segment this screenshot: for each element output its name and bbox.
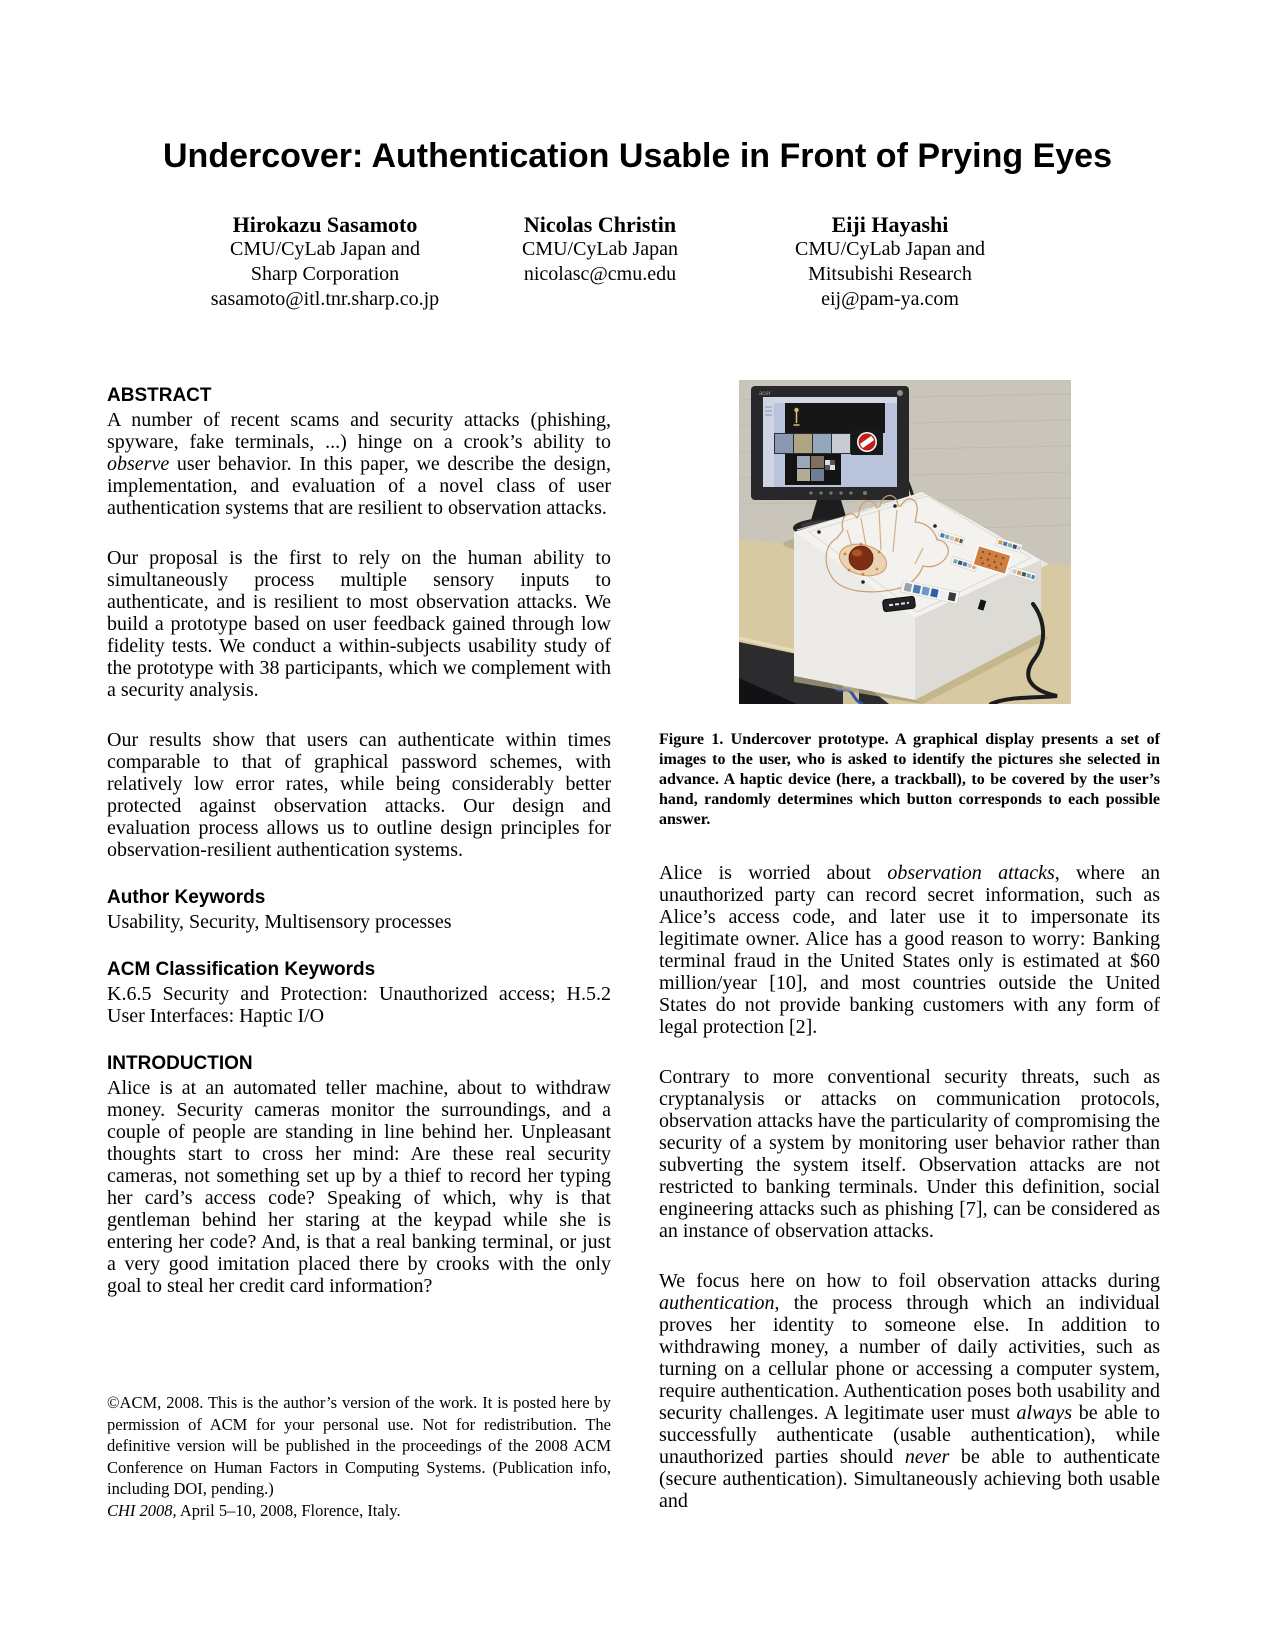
no-entry-icon [851, 429, 883, 455]
author-block-row [0, 212, 1275, 322]
acm-classification-text: K.6.5 Security and Protection: Unauthorized access; H.5.2 User Interfaces: Haptic I/O [107, 983, 611, 1027]
intro-paragraph-3: Contrary to more conventional security threats, such as cryptanalysis or attacks on communication protocols, observation attacks have the particularity of compromising the security of a system by monitoring user behavior rather than subverting the system itself. Observation attacks are not restricted to banking terminals. Under this definition, social engineering attacks such as phishing [7], can be considered as an instance of observation attacks. [659, 1066, 1160, 1242]
author-keywords-text: Usability, Security, Multisensory processes [107, 911, 452, 933]
paper-title: Undercover: Authentication Usable in Front of Prying Eyes [163, 137, 1112, 175]
author-3 [735, 212, 1045, 312]
abstract-paragraph-1: A number of recent scams and security attacks (phishing, spyware, fake terminals, ...) hinge on a crook’s ability to observe user behavior. In this paper, we describe the design, implementation, and evaluation of a novel class of user authentication systems that are resilient to observation attacks. [107, 409, 611, 519]
author-2 [470, 212, 730, 287]
figure-1 [659, 380, 1160, 830]
acm-classification-heading: ACM Classification Keywords [107, 959, 376, 980]
trackball-highlight [852, 550, 862, 557]
author-affiliation-line: Mitsubishi Research [808, 263, 972, 285]
introduction-paragraph-1: Alice is at an automated teller machine, about to withdraw money. Security cameras monitor the surroundings, and a couple of people are standing in line behind her. Unpleasant thoughts start to cross her mind: Are these real security cameras, not something set up by a thief to record her typing her card’s access code? Speaking of which, why is that gentleman behind her staring at the keypad while she is entering her code? And, is that a real banking terminal, or just a very good imitation placed there by crooks with the only goal to steal her credit card information? [107, 1077, 611, 1297]
intro-paragraph-4: We focus here on how to foil observation attacks during authentication, the process through which an individual proves her identity to someone else. In addition to withdrawing money, a number of daily activities, such as turning on a cellular phone or accessing a computer system, require authentication. Authentication poses both usability and security challenges. A legitimate user must always be able to successfully authenticate (usable authentication), while unauthorized parties should never be able to authenticate (secure authentication). Simultaneously achieving both usable and [659, 1270, 1161, 1512]
author-email: nicolasc@cmu.edu [523, 263, 677, 285]
screen-toolbar [763, 397, 897, 403]
intro-paragraph-2: Alice is worried about observation attacks, where an unauthorized party can record secret information, such as Alice’s access code, and later use it to impersonate its legitimate owner. Alice has a good reason to worry: Banking terminal fraud in the United States only is estimated at $60 million/year [10], and most countries outside the United States do not provide banking customers with any form of legal protection [2]. [659, 862, 1161, 1038]
author-name: Nicolas Christin [523, 212, 677, 237]
monitor-brand-label: acer [759, 391, 771, 397]
screen-top-panel [785, 403, 885, 433]
right-column [659, 380, 1160, 1512]
screen-thumbnail-row [774, 433, 856, 454]
author-affiliation-line: CMU/CyLab Japan and [230, 238, 420, 260]
author-email: eij@pam-ya.com [821, 288, 959, 310]
abstract-paragraph-3: Our results show that users can authenticate within times comparable to that of graphical password schemes, with relatively low error rates, while being considerably better protected against observation attacks. Our design and evaluation process allows us to outline design principles for observation-resilient authentication systems. [107, 729, 611, 861]
left-column [107, 385, 611, 1297]
author-1 [140, 212, 510, 312]
figure-1-caption: Figure 1. Undercover prototype. A graphical display presents a set of images to the user, who is asked to identify the pictures she selected in advance. A haptic device (here, a trackball), to be covered by the user’s hand, randomly determines which button corresponds to each possible answer. [659, 731, 1160, 828]
author-affiliation-line: CMU/CyLab Japan and [795, 238, 985, 260]
author-keywords-heading: Author Keywords [107, 887, 266, 908]
author-affiliation-line: Sharp Corporation [250, 263, 400, 285]
copyright-notice [107, 1392, 611, 1521]
trackball-ball [849, 546, 873, 570]
screen-thumbnail-grid [785, 454, 841, 485]
conference-line: CHI 2008, April 5–10, 2008, Florence, Italy. [107, 1500, 401, 1520]
author-name: Hirokazu Sasamoto [232, 212, 418, 237]
author-affiliation-line: CMU/CyLab Japan [521, 238, 679, 260]
abstract-heading: ABSTRACT [107, 385, 212, 406]
introduction-heading: INTRODUCTION [107, 1053, 253, 1074]
figure-1-photo [739, 380, 1071, 704]
author-name: Eiji Hayashi [831, 212, 949, 237]
abstract-paragraph-2: Our proposal is the first to rely on the human ability to simultaneously process multiple sensory inputs to authenticate, and is resilient to most observation attacks. We build a prototype based on user feedback gained through low fidelity tests. We conduct a within-subjects usability study of the prototype with 38 participants, which we complement with a security analysis. [107, 547, 611, 701]
copyright-text: ©ACM, 2008. This is the author’s version of the work. It is posted here by permission of ACM for your personal use. Not for redistribution. The definitive version will be published in the proceedings of the 2008 ACM Conference on Human Factors in Computing Systems. (Publication info, including DOI, pending.) [107, 1393, 611, 1498]
author-email: sasamoto@itl.tnr.sharp.co.jp [210, 288, 440, 310]
monitor-power-led-icon [897, 390, 903, 396]
